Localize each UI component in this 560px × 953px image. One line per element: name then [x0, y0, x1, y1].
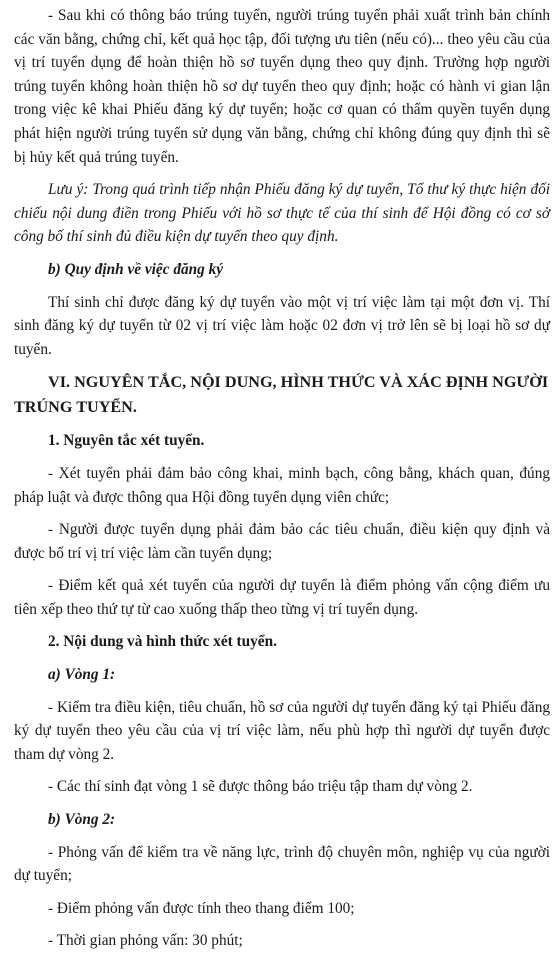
heading-principles: 1. Nguyên tắc xét tuyển. — [48, 432, 205, 450]
subheading-round-1: a) Vòng 1: — [48, 666, 116, 684]
paragraph-principle-1: - Xét tuyển phải đảm bảo công khai, minh bạch, công bằng, khách quan, đúng pháp luật và được thông qua Hội đồng tuyển dụng viên chức; — [14, 464, 550, 506]
paragraph-round-1-notice: - Các thí sinh đạt vòng 1 sẽ được thông báo triệu tập tham dự vòng 2. — [48, 778, 473, 796]
heading-content-form: 2. Nội dung và hình thức xét tuyển. — [48, 633, 277, 651]
note-paragraph: Lưu ý: Trong quá trình tiếp nhận Phiếu đăng ký dự tuyển, Tổ thư ký thực hiện đối chiếu nội dung điền trong Phiếu với hồ sơ thực tế của thí sinh để Hội đồng có cơ sở công bố thí sinh đủ điều kiện dự tuyển theo quy định. — [14, 181, 550, 246]
paragraph-round-2-interview: - Phỏng vấn để kiểm tra về năng lực, trình độ chuyên môn, nghiệp vụ của người dự tuyển; — [14, 843, 550, 885]
section-heading-vi: VI. NGUYÊN TẮC, NỘI DUNG, HÌNH THỨC VÀ XÁC ĐỊNH NGƯỜI TRÚNG TUYỂN. — [14, 373, 549, 417]
paragraph-round-2-score: - Điểm phỏng vấn được tính theo thang điểm 100; — [48, 899, 355, 917]
paragraph-principle-2: - Người được tuyển dụng phải đảm bảo các tiêu chuẩn, điều kiện quy định và được bố trí vị trí việc làm cần tuyển dụng; — [14, 521, 550, 562]
paragraph-principle-3: - Điểm kết quả xét tuyển của người dự tuyển là điểm phỏng vấn cộng điểm ưu tiên xếp theo thứ tự từ cao xuống thấp theo từng vị trí tuyển dụng. — [14, 577, 550, 618]
paragraph-round-2-time: - Thời gian phỏng vấn: 30 phút; — [48, 932, 243, 950]
paragraph-round-1-check: - Kiểm tra điều kiện, tiêu chuẩn, hồ sơ của người dự tuyển đăng ký tại Phiếu đăng ký dự tuyển theo yêu cầu của vị trí việc làm, nếu phù hợp thì người dự tuyển được tham dự vòng 2. — [14, 698, 550, 763]
subheading-registration-rules: b) Quy định về việc đăng ký — [48, 260, 224, 278]
paragraph-results-documents: - Sau khi có thông báo trúng tuyển, người trúng tuyển phải xuất trình bản chính các văn bằng, chứng chỉ, kết quả học tập, đối tượng ưu tiên (nếu có)... theo yêu cầu của vị trí tuyển dụng để hoàn thiện hồ sơ tuyển dụng theo quy định. Trường hợp người trúng tuyển không hoàn thiện hồ sơ dự tuyển theo quy định; hoặc có hành vi gian lận trong việc kê khai Phiếu đăng ký dự tuyển; hoặc cơ quan có thẩm quyền tuyển dụng phát hiện người trúng tuyển sử dụng văn bằng, chứng chỉ không đúng quy định thì sẽ bị hủy kết quả trúng tuyển. — [14, 7, 550, 166]
subheading-round-2: b) Vòng 2: — [48, 811, 116, 829]
paragraph-registration: Thí sinh chỉ được đăng ký dự tuyển vào một vị trí việc làm tại một đơn vị. Thí sinh đăng ký dự tuyển từ 02 vị trí việc làm hoặc 02 đơn vị trở lên sẽ bị loại hồ sơ dự tuyển. — [14, 293, 550, 358]
